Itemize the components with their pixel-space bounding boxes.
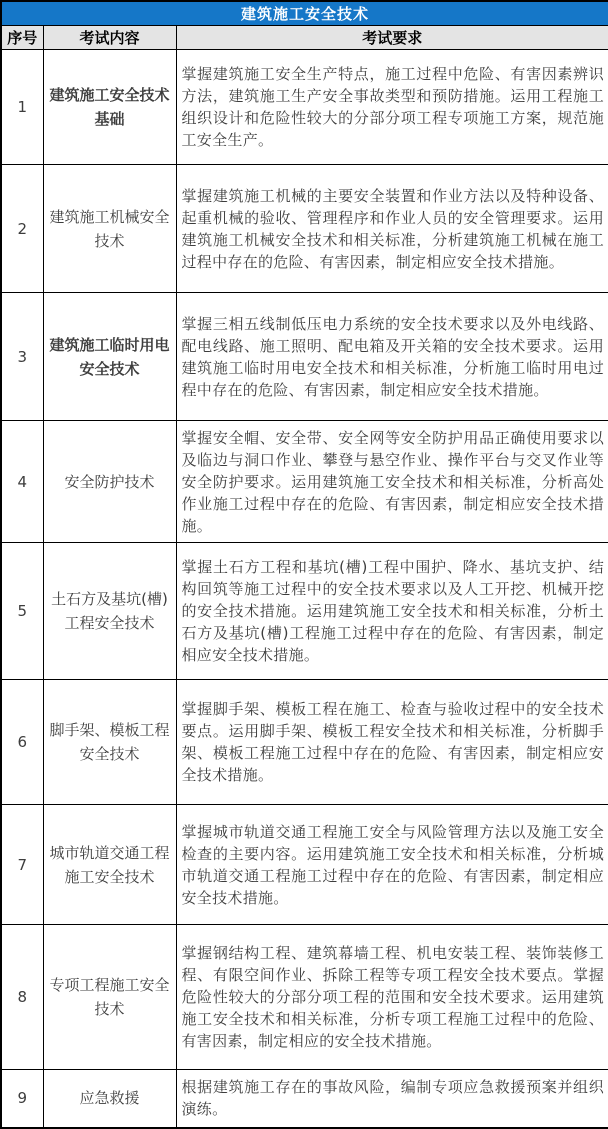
table-row <box>1 1070 608 1128</box>
exam-requirement: 掌握建筑施工安全生产特点，施工过程中危险、有害因素辨识方法，建筑施工生产安全事故类型和预防措施。运用工程施工组织设计和危险性较大的分部分项工程专项施工方案，规范施工安全生产。 <box>176 50 608 165</box>
exam-requirement: 掌握脚手架、模板工程在施工、检查与验收过程中的安全技术要点。运用脚手架、模板工程安全技术和相关标准，分析脚手架、模板工程施工过程中存在的危险、有害因素，制定相应安全技术措施。 <box>176 680 608 805</box>
exam-requirement: 掌握安全帽、安全带、安全网等安全防护用品正确使用要求以及临边与洞口作业、攀登与悬空作业、操作平台与交叉作业等安全防护要求。运用建筑施工安全技术和相关标准，分析高处作业施工过程中存在的危险、有害因素，制定相应安全技术措施。 <box>176 421 608 543</box>
table-body <box>1 50 608 1128</box>
table-row <box>1 165 608 293</box>
exam-content: 脚手架、模板工程安全技术 <box>43 680 176 805</box>
row-number: 2 <box>1 165 43 293</box>
table-title: 建筑施工安全技术 <box>1 1 608 26</box>
exam-requirement: 掌握三相五线制低压电力系统的安全技术要求以及外电线路、配电线路、施工照明、配电箱及开关箱的安全技术要求。运用建筑施工临时用电安全技术和相关标准，分析施工临时用电过程中存在的危险、有害因素，制定相应安全技术措施。 <box>176 293 608 421</box>
table-row <box>1 543 608 680</box>
exam-requirement: 根据建筑施工存在的事故风险，编制专项应急救援预案并组织演练。 <box>176 1070 608 1128</box>
table-row <box>1 680 608 805</box>
exam-content: 建筑施工安全技术基础 <box>43 50 176 165</box>
exam-content: 建筑施工临时用电安全技术 <box>43 293 176 421</box>
exam-content: 土石方及基坑(槽)工程安全技术 <box>43 543 176 680</box>
column-header-requirement: 考试要求 <box>176 26 608 50</box>
row-number: 7 <box>1 805 43 925</box>
row-number: 5 <box>1 543 43 680</box>
exam-content: 应急救援 <box>43 1070 176 1128</box>
exam-content: 专项工程施工安全技术 <box>43 925 176 1070</box>
row-number: 6 <box>1 680 43 805</box>
table-row <box>1 50 608 165</box>
table-header-row <box>1 26 608 50</box>
exam-requirement: 掌握土石方工程和基坑(槽)工程中围护、降水、基坑支护、结构回筑等施工过程中的安全技术要求以及人工开挖、机械开挖的安全技术措施。运用建筑施工安全技术和相关标准，分析土石方及基坑(槽)工程施工过程中存在的危险、有害因素，制定相应安全技术措施。 <box>176 543 608 680</box>
row-number: 3 <box>1 293 43 421</box>
table-title-row <box>1 1 608 26</box>
table-row <box>1 421 608 543</box>
exam-content: 建筑施工机械安全技术 <box>43 165 176 293</box>
exam-requirement: 掌握城市轨道交通工程施工安全与风险管理方法以及施工安全检查的主要内容。运用建筑施工安全技术和相关标准，分析城市轨道交通工程施工过程中存在的危险、有害因素，制定相应安全技术措施。 <box>176 805 608 925</box>
exam-requirement: 掌握钢结构工程、建筑幕墙工程、机电安装工程、装饰装修工程、有限空间作业、拆除工程等专项工程安全技术要点。掌握危险性较大的分部分项工程的范围和安全技术要求。运用建筑施工安全技术和相关标准，分析专项工程施工过程中的危险、有害因素，制定相应的安全技术措施。 <box>176 925 608 1070</box>
exam-content: 安全防护技术 <box>43 421 176 543</box>
column-header-content: 考试内容 <box>43 26 176 50</box>
row-number: 9 <box>1 1070 43 1128</box>
row-number: 4 <box>1 421 43 543</box>
table-row <box>1 925 608 1070</box>
exam-content: 城市轨道交通工程施工安全技术 <box>43 805 176 925</box>
table-row <box>1 293 608 421</box>
column-header-no: 序号 <box>1 26 43 50</box>
table-row <box>1 805 608 925</box>
exam-requirement: 掌握建筑施工机械的主要安全装置和作业方法以及特种设备、起重机械的验收、管理程序和作业人员的安全管理要求。运用建筑施工机械安全技术和相关标准，分析建筑施工机械在施工过程中存在的危险、有害因素，制定相应安全技术措施。 <box>176 165 608 293</box>
row-number: 1 <box>1 50 43 165</box>
row-number: 8 <box>1 925 43 1070</box>
